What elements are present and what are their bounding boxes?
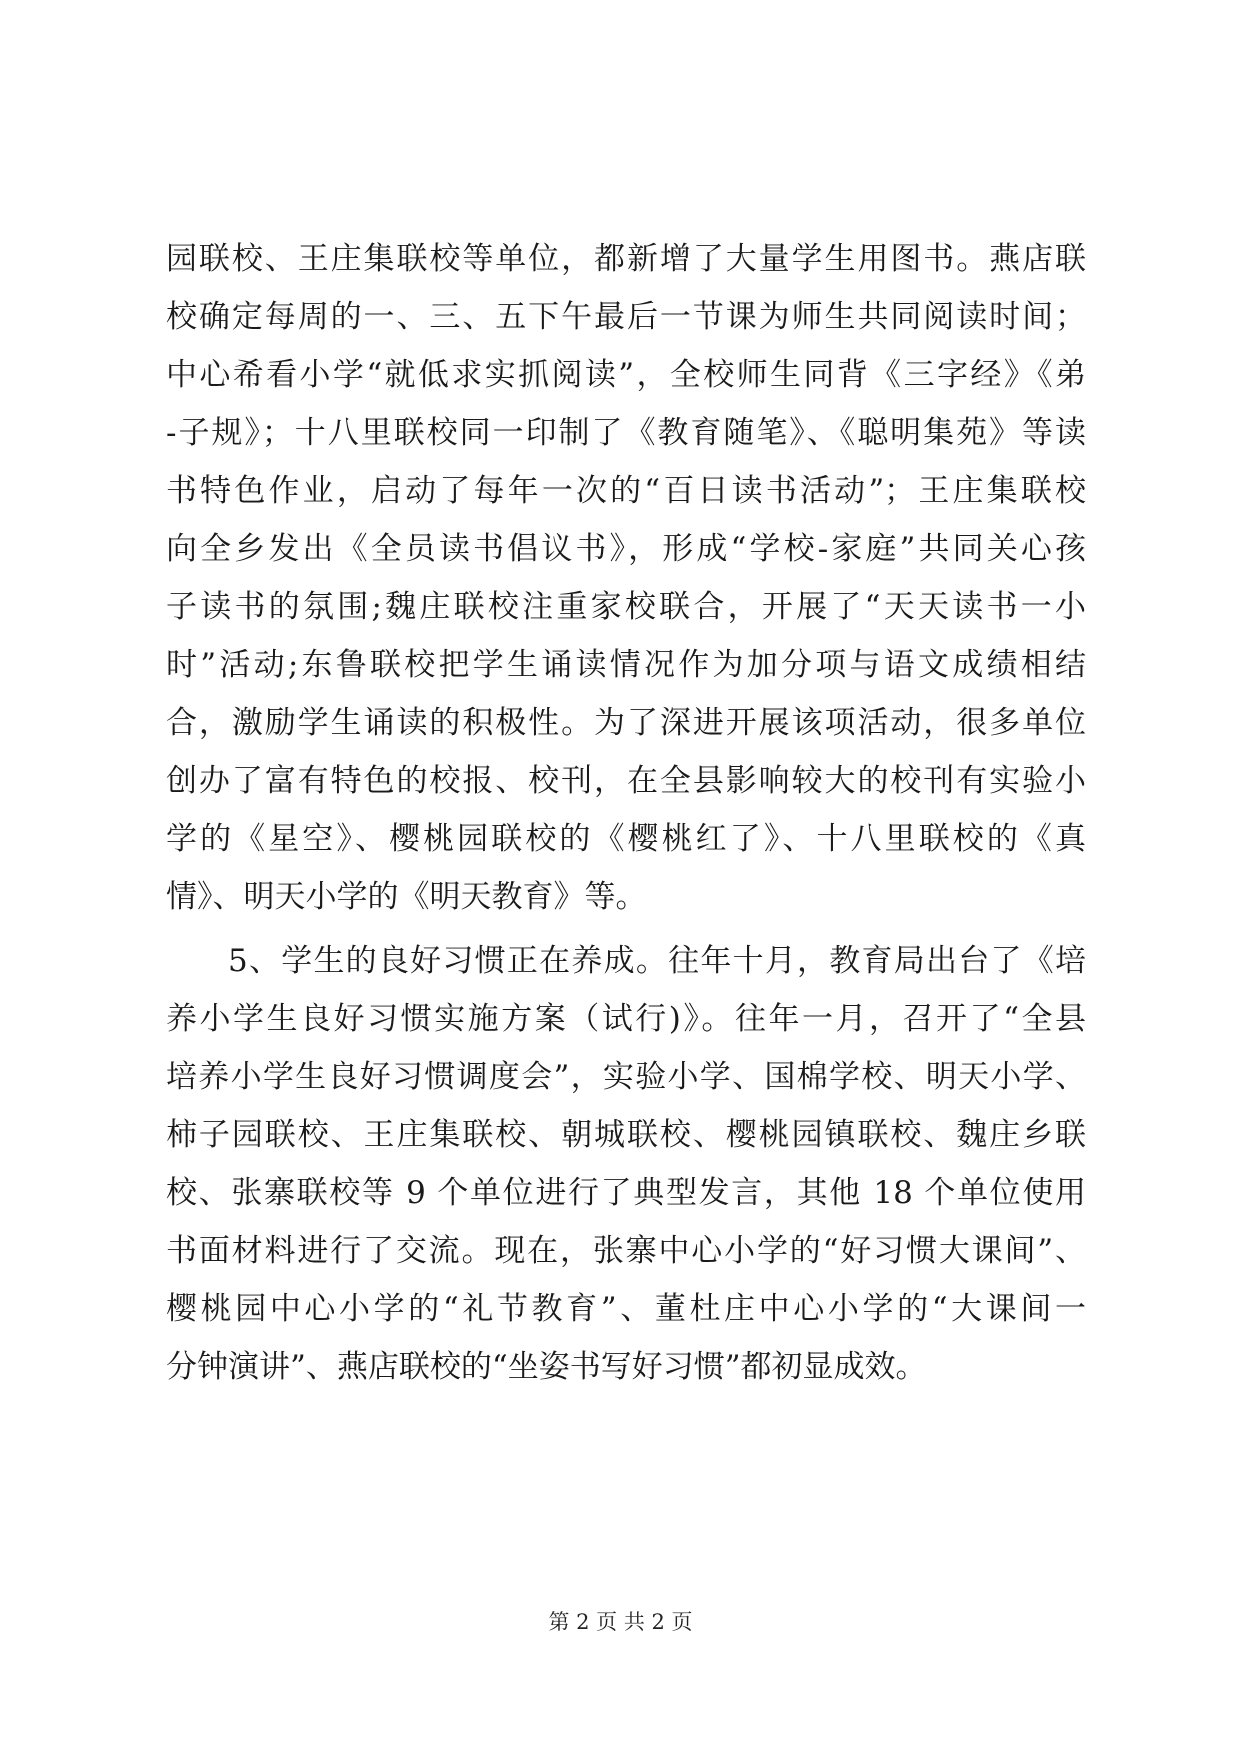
text-line: 5、学生的良好习惯正在养成。往年十月，教育局出台了《培	[228, 943, 1086, 979]
paragraph-reading-activities	[166, 230, 1086, 926]
text-line: 中心希看小学“就低求实抓阅读”，全校师生同背《三字经》《弟	[166, 357, 1086, 393]
text-line: 培养小学生良好习惯调度会”，实验小学、国棉学校、明天小学、	[166, 1059, 1086, 1095]
paragraph-good-habits	[166, 932, 1086, 1396]
text-line: 园联校、王庄集联校等单位，都新增了大量学生用图书。燕店联	[166, 241, 1086, 277]
text-line: 书面材料进行了交流。现在，张寨中心小学的“好习惯大课间”、	[166, 1233, 1086, 1269]
text-line: 校确定每周的一、三、五下午最后一节课为师生共同阅读时间；	[166, 299, 1086, 335]
text-line: 分钟演讲”、燕店联校的“坐姿书写好习惯”都初显成效。	[166, 1349, 927, 1385]
text-line: 校、张寨联校等 9 个单位进行了典型发言，其他 18 个单位使用	[166, 1175, 1086, 1211]
text-line: 樱桃园中心小学的“礼节教育”、董杜庄中心小学的“大课间一	[166, 1291, 1086, 1327]
text-line: 向全乡发出《全员读书倡议书》，形成“学校-家庭”共同关心孩	[166, 531, 1086, 567]
text-line: 合，激励学生诵读的积极性。为了深进开展该项活动，很多单位	[166, 705, 1086, 741]
page-number-footer: 第 2 页 共 2 页	[548, 1610, 693, 1634]
text-line: 柿子园联校、王庄集联校、朝城联校、樱桃园镇联校、魏庄乡联	[166, 1117, 1086, 1153]
text-line: -子规》；十八里联校同一印制了《教育随笔》、《聪明集苑》等读	[166, 415, 1086, 451]
text-line: 创办了富有特色的校报、校刊，在全县影响较大的校刊有实验小	[166, 763, 1086, 799]
text-line: 学的《星空》、樱桃园联校的《樱桃红了》、十八里联校的《真	[166, 821, 1086, 857]
text-line: 书特色作业，启动了每年一次的“百日读书活动”；王庄集联校	[166, 473, 1086, 509]
text-line: 情》、明天小学的《明天教育》等。	[166, 879, 647, 915]
text-line: 时”活动;东鲁联校把学生诵读情况作为加分项与语文成绩相结	[166, 647, 1086, 683]
text-line: 子读书的氛围;魏庄联校注重家校联合，开展了“天天读书一小	[166, 589, 1086, 625]
text-line: 养小学生良好习惯实施方案（试行)》。往年一月，召开了“全县	[166, 1001, 1086, 1037]
document-body	[166, 230, 1086, 1396]
